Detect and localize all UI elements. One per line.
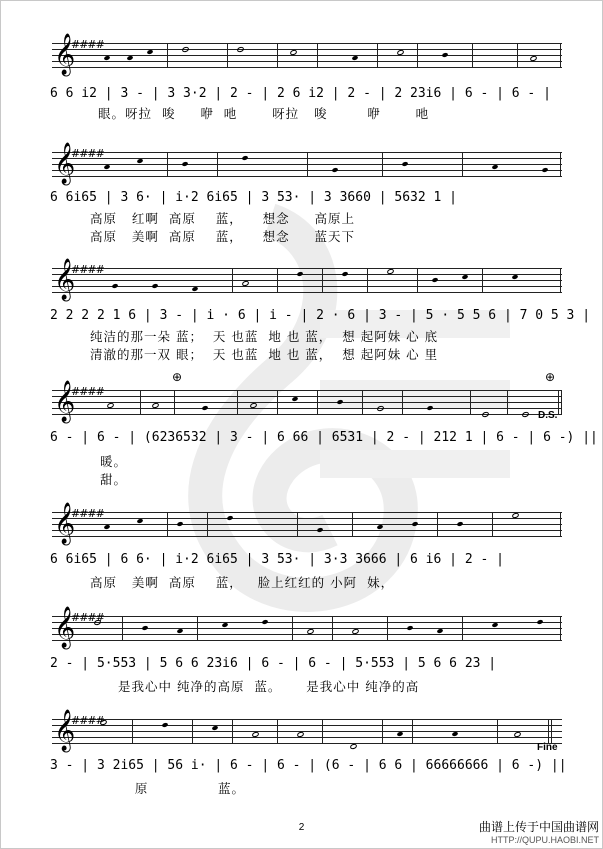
lyric-line: 高原 美啊 高原 蓝， 想念 蓝天下 (90, 229, 356, 244)
treble-clef-icon: 𝄞 (54, 710, 76, 751)
lyric-line: 暖。 (100, 454, 128, 469)
ds-marking: D.S. (538, 410, 558, 421)
footer-url: HTTP://QUPU.HAOBI.NET (490, 835, 599, 845)
lyric-line: 纯洁的那一朵 蓝； 天 也蓝 地 也 蓝， 想 起阿妹 心 底 (90, 329, 439, 344)
lyric-line: 眼。呀拉 唆 咿 吔 呀拉 唆 咿 吔 (98, 106, 430, 121)
treble-clef-icon: 𝄞 (54, 607, 76, 648)
lyric-line: 高原 美啊 高原 蓝， 脸上红红的 小阿 妹， (90, 575, 395, 590)
numbered-notation-row: 6 - | 6 - | (6236532 | 3 - | 6 66 | 6531 | 2 - | 212 1 | 6 - | 6 -) || (50, 430, 598, 445)
staff-2 (52, 143, 562, 184)
numbered-notation-row: 2 2 2 2 1 6 | 3 - | i · 6 | i - | 2 · 6 | 3 - | 5 · 5 5 6 | 7 0 5 3 | (50, 308, 591, 323)
numbered-notation-row: 3 - | 3 2i65 | 56 i· | 6 - | 6 - | (6 - | 6 6 | 66666666 | 6 -) || (50, 758, 567, 773)
staff-5 (52, 503, 562, 544)
numbered-notation-row: 6 6i65 | 6 6· | i·2 6i65 | 3 53· | 3·3 3666 | 6 i6 | 2 - | (50, 552, 504, 567)
numbered-notation-row: 6 6 i2 | 3 - | 3 3·2 | 2 - | 2 6 i2 | 2 - | 2 23i6 | 6 - | 6 - | (50, 86, 551, 101)
numbered-notation-row: 2 - | 5·553 | 5 6 6 23i6 | 6 - | 6 - | 5·553 | 5 6 6 23 | (50, 656, 497, 671)
footer-watermark (479, 818, 599, 845)
lyric-line: 清澈的那一双 眼； 天 也蓝 地 也 蓝， 想 起阿妹 心 里 (90, 347, 439, 362)
numbered-notation-row: 6 6i65 | 3 6· | i·2 6i65 | 3 53· | 3 3660 | 5632 1 | (50, 190, 457, 205)
coda-icon: ⊕ (545, 370, 556, 384)
key-signature: #### (71, 263, 104, 276)
lyric-line: 高原 红啊 高原 蓝， 想念 高原上 (90, 211, 356, 226)
treble-clef-icon: 𝄞 (54, 34, 76, 75)
footer-site-name: 曲谱上传于中国曲谱网 (478, 820, 599, 834)
treble-clef-icon: 𝄞 (54, 143, 76, 184)
staff-3 (52, 259, 562, 300)
staff-1 (52, 34, 562, 75)
key-signature: #### (71, 147, 104, 160)
treble-clef-watermark (70, 200, 510, 640)
key-signature: #### (71, 385, 104, 398)
key-signature: #### (71, 507, 104, 520)
lyric-line: 原 蓝。 (100, 781, 245, 796)
fine-marking: Fine (537, 742, 558, 753)
page-number: 2 (298, 822, 305, 833)
lyric-line: 是我心中 纯净的高原 蓝。 是我心中 纯净的高 (118, 679, 420, 694)
key-signature: #### (71, 38, 104, 51)
coda-icon: ⊕ (172, 370, 183, 384)
key-signature: #### (71, 611, 104, 624)
treble-clef-icon: 𝄞 (54, 503, 76, 544)
key-signature: #### (71, 714, 104, 727)
lyric-line: 甜。 (100, 472, 128, 487)
staff-6 (52, 607, 562, 648)
treble-clef-icon: 𝄞 (54, 381, 76, 422)
treble-clef-icon: 𝄞 (54, 259, 76, 300)
